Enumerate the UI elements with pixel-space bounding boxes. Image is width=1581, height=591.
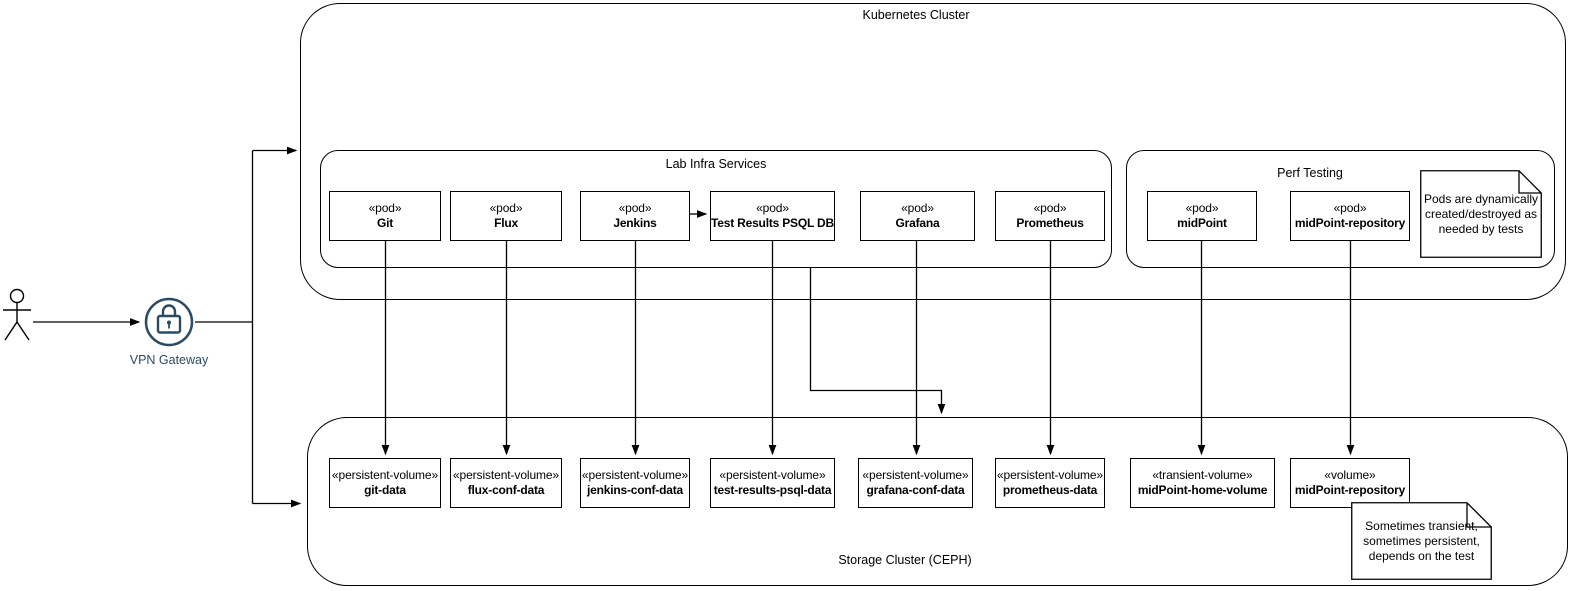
pod-name: midPoint-repository	[1294, 216, 1406, 230]
pod-name: midPoint	[1177, 216, 1227, 230]
lock-icon	[158, 306, 180, 333]
pod-name: Jenkins	[613, 216, 657, 230]
pod-stereotype: «pod»	[1185, 200, 1219, 215]
pod-name: Flux	[494, 216, 518, 230]
note-text: Pods are dynamically created/destroyed as needed by tests	[1423, 191, 1539, 236]
volume-name: jenkins-conf-data	[587, 483, 683, 497]
pod-name: Test Results PSQL DB	[711, 216, 834, 230]
vpn-gateway-icon	[146, 299, 192, 345]
pod-stereotype: «pod»	[489, 200, 523, 215]
volume-node-grafana-conf-data	[858, 458, 973, 508]
volume-stereotype: «persistent-volume»	[719, 467, 826, 482]
volume-stereotype: «persistent-volume»	[581, 467, 689, 482]
pod-stereotype: «pod»	[618, 200, 652, 215]
volume-name: flux-conf-data	[467, 483, 545, 497]
volume-name: prometheus-data	[1002, 483, 1098, 497]
pod-name: Prometheus	[1016, 216, 1084, 230]
pod-name: Grafana	[895, 216, 940, 230]
pod-node-grafana	[860, 191, 975, 241]
note-pods-dynamic	[1420, 170, 1542, 258]
volume-name: test-results-psql-data	[713, 483, 832, 497]
pod-stereotype: «pod»	[1033, 200, 1067, 215]
volume-node-test-results-psql-data	[710, 458, 835, 508]
note-sometimes-transient	[1351, 502, 1492, 580]
perf-testing-label: Perf Testing	[1277, 166, 1343, 180]
note-text: Sometimes transient, sometimes persistent, depends on the test	[1363, 518, 1480, 563]
pod-node-jenkins	[580, 191, 690, 241]
pod-node-flux	[450, 191, 562, 241]
pod-node-prometheus	[995, 191, 1105, 241]
pod-stereotype: «pod»	[901, 200, 934, 215]
actor-icon	[3, 290, 31, 341]
lab-infra-services-label: Lab Infra Services	[665, 157, 767, 171]
volume-name: midPoint-home-volume	[1137, 483, 1268, 497]
vpn-gateway-label: VPN Gateway	[129, 353, 209, 367]
volume-node-jenkins-conf-data	[580, 458, 690, 508]
pod-name: Git	[376, 216, 394, 230]
kubernetes-cluster-label: Kubernetes Cluster	[862, 8, 970, 22]
volume-name: midPoint-repository	[1294, 483, 1406, 497]
volume-stereotype: «transient-volume»	[1152, 467, 1253, 482]
pod-node-midpoint-repository	[1290, 191, 1410, 241]
volume-node-flux-conf-data	[450, 458, 562, 508]
volume-stereotype: «persistent-volume»	[996, 467, 1104, 482]
volume-name: git-data	[364, 483, 406, 497]
storage-cluster-label: Storage Cluster (CEPH)	[838, 553, 972, 567]
volume-node-midpoint-repository	[1290, 458, 1410, 508]
pod-node-git	[329, 191, 441, 241]
volume-stereotype: «persistent-volume»	[862, 467, 969, 482]
volume-node-midpoint-home-volume	[1130, 458, 1275, 508]
volume-name: grafana-conf-data	[866, 483, 965, 497]
pod-node-midpoint	[1147, 191, 1257, 241]
pod-stereotype: «pod»	[756, 200, 789, 215]
volume-stereotype: «persistent-volume»	[331, 467, 439, 482]
volume-node-git-data	[329, 458, 441, 508]
pod-node-test-results-psql-db	[710, 191, 835, 241]
volume-stereotype: «persistent-volume»	[452, 467, 560, 482]
volume-stereotype: «volume»	[1324, 467, 1376, 482]
pod-stereotype: «pod»	[1333, 200, 1367, 215]
volume-node-prometheus-data	[995, 458, 1105, 508]
pod-stereotype: «pod»	[368, 200, 402, 215]
